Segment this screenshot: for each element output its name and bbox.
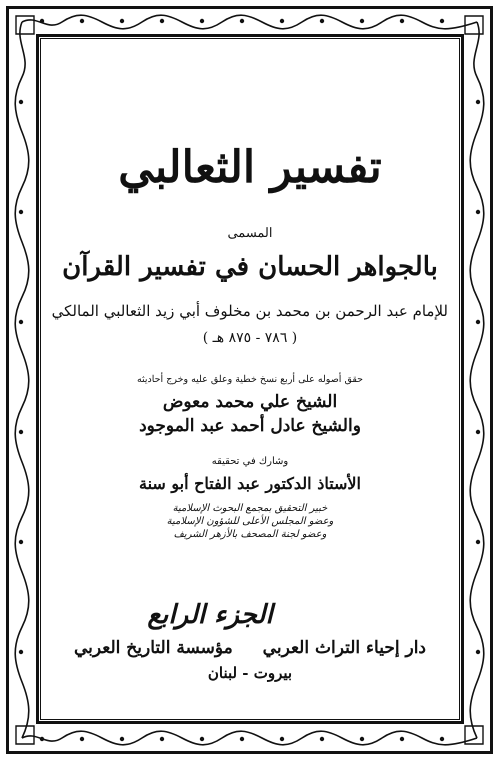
book-title: تفسير الثعالبي — [118, 142, 382, 193]
publisher-2: مؤسسة التاريخ العربي — [73, 638, 233, 658]
author-dates: ( ٧٨٦ - ٨٧٥ هـ ) — [202, 330, 298, 346]
credit-line: وعضو لجنة المصحف بالأزهر الشريف — [173, 529, 327, 540]
publisher-city: بيروت - لبنان — [207, 664, 293, 682]
volume-label: الجزء الرابع — [147, 600, 273, 630]
editing-intro: حقق أصوله على أربع نسخ خطية وعلق عليه وخرج أحاديثه — [136, 374, 364, 385]
editor-3-credits — [52, 502, 448, 541]
editor-3: الأستاذ الدكتور عبد الفتاح أبو سنة — [138, 474, 361, 493]
co-editor-label: وشارك في تحقيقه — [211, 456, 289, 467]
title-content — [52, 40, 448, 712]
publisher-1: دار إحياء التراث العربي — [262, 638, 426, 658]
editor-2: والشيخ عادل أحمد عبد الموجود — [139, 416, 361, 436]
credit-line: خبير التحقيق بمجمع البحوث الإسلامية — [172, 503, 328, 514]
publishers — [52, 638, 448, 658]
book-subtitle: بالجواهر الحسان في تفسير القرآن — [62, 252, 438, 282]
named-label: المسمى — [227, 226, 273, 241]
editor-1: الشيخ علي محمد معوض — [162, 392, 338, 412]
credit-line: وعضو المجلس الأعلى للشؤون الإسلامية — [166, 516, 334, 527]
author-line: للإمام عبد الرحمن بن محمد بن مخلوف أبي زيد الثعالبي المالكي — [51, 302, 448, 320]
